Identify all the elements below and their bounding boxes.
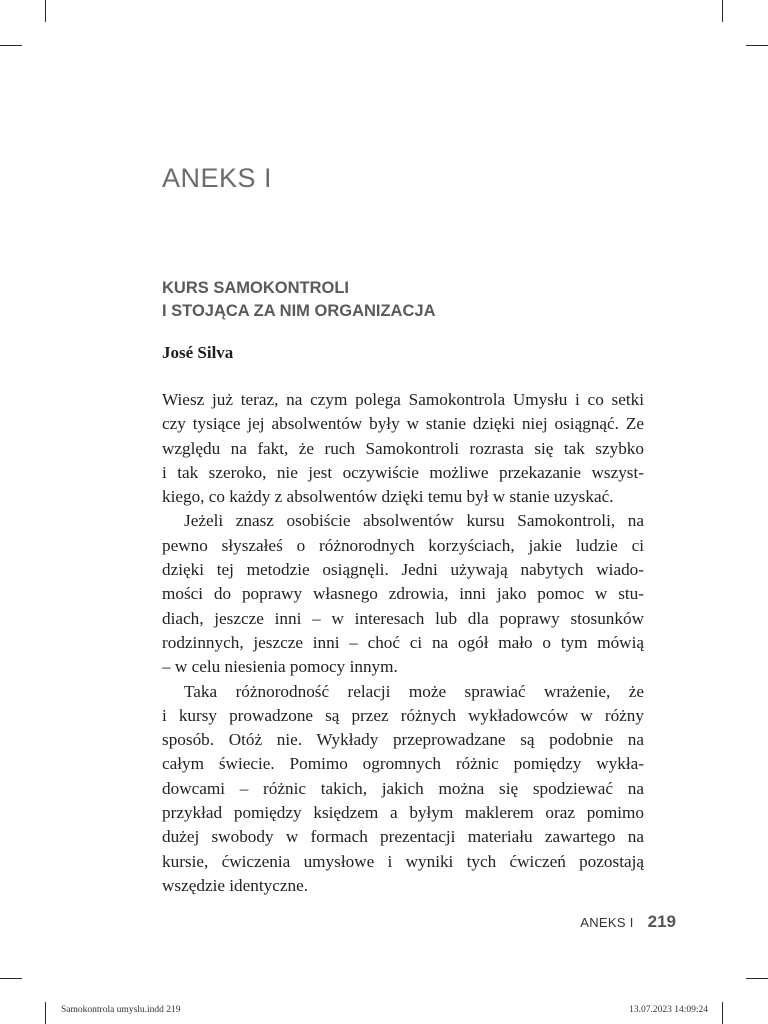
text-line: wszędzie identyczne. <box>162 875 309 895</box>
body-text <box>162 388 644 898</box>
text-line: czy tysiące jej absolwentów były w stanie dzięki niej osiągnąć. Ze <box>162 414 644 434</box>
text-line: mości do poprawy własnego zdrowia, inni jako pomoc w stu- <box>162 584 644 604</box>
crop-mark-top-left-horizontal <box>0 45 22 46</box>
section-title-line: I STOJĄCA ZA NIM ORGANIZACJA <box>162 302 436 320</box>
text-line: diach, jeszcze inni – w interesach lub dla poprawy stosunków <box>162 608 644 628</box>
text-line: Taka różnorodność relacji może sprawiać wrażenie, że <box>184 681 644 701</box>
paragraph <box>162 509 644 679</box>
text-line: kiego, co każdy z absolwentów dzięki temu był w stanie uzyskać. <box>162 487 614 507</box>
crop-mark-top-right-horizontal <box>746 45 768 46</box>
paragraph <box>162 680 644 899</box>
text-line: dużej swobody w formach prezentacji materiału zawartego na <box>162 827 644 847</box>
crop-mark-bottom-right <box>722 1002 723 1024</box>
text-line: Jeżeli znasz osobiście absolwentów kursu Samokontroli, na <box>184 511 644 531</box>
page-number: 219 <box>647 912 676 931</box>
text-line: sposób. Otóż nie. Wykłady przeprowadzane są podobnie na <box>162 730 644 750</box>
text-line: dzięki tej metodzie osiągnęli. Jedni używają nabytych wiado- <box>162 560 644 580</box>
section-title-line: KURS SAMOKONTROLI <box>162 279 349 297</box>
text-line: dowcami – różnic takich, jakich można się spodziewać na <box>162 778 644 798</box>
text-line: i tak szeroko, nie jest oczywiście możliwe przekazanie wszyst- <box>162 462 644 482</box>
running-footer-label: ANEKS I <box>580 915 634 930</box>
crop-mark-bottom-right-horizontal <box>746 978 768 979</box>
crop-mark-bottom-left <box>45 1002 46 1024</box>
paragraph <box>162 388 644 509</box>
crop-mark-top-right <box>722 0 723 22</box>
author-name: José Silva <box>162 343 234 362</box>
crop-mark-top-left <box>45 0 46 22</box>
text-line: i kursy prowadzone są przez różnych wykładowców w różny <box>162 705 644 725</box>
text-line: całym świecie. Pomimo ogromnych różnic pomiędzy wykła- <box>162 754 644 774</box>
text-line: względu na fakt, że ruch Samokontroli rozrasta się tak szybko <box>162 438 644 458</box>
section-title <box>162 277 435 323</box>
text-line: przykład pomiędzy księdzem a byłym maklerem oraz pomimo <box>162 803 644 823</box>
text-line: Wiesz już teraz, na czym polega Samokontrola Umysłu i co setki <box>162 390 644 409</box>
text-line: rodzinnych, jeszcze inni – choć ci na ogół mało o tym mówią <box>162 632 644 652</box>
text-line: – w celu niesienia pomocy innym. <box>162 657 398 677</box>
chapter-title: ANEKS I <box>162 163 273 193</box>
text-line: pewno słyszałeś o różnorodnych korzyściach, jakie ludzie ci <box>162 535 644 555</box>
running-footer <box>580 912 676 932</box>
slug-file-info: Samokontrola umyslu.indd 219 <box>61 1005 181 1015</box>
text-line: kursie, ćwiczenia umysłowe i wyniki tych ćwiczeń pozostają <box>162 851 644 871</box>
crop-mark-bottom-left-horizontal <box>0 978 22 979</box>
slug-timestamp: 13.07.2023 14:09:24 <box>629 1005 708 1015</box>
